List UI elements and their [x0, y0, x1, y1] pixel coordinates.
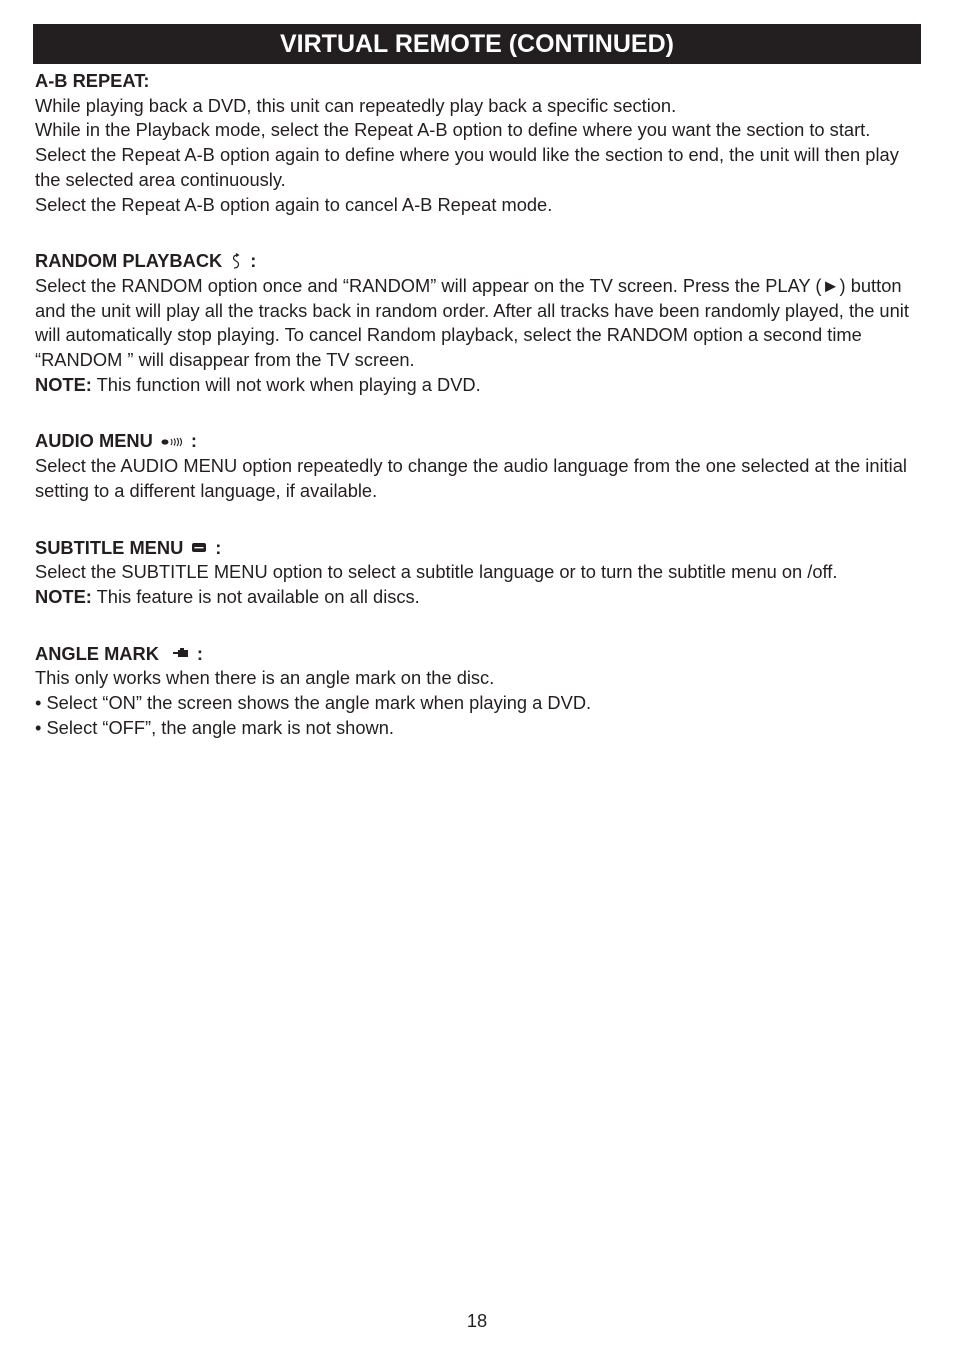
section-random-playback [35, 249, 920, 397]
random-icon [230, 253, 242, 271]
ab-repeat-heading: A-B REPEAT: [35, 70, 150, 91]
note-label: NOTE: [35, 373, 92, 395]
audio-icon [161, 437, 183, 447]
note-label: NOTE: [35, 585, 92, 607]
subtitle-menu-note [35, 585, 920, 610]
random-playback-body: Select the RANDOM option once and “RANDOM” will appear on the TV screen. Press the PLAY (►) button and the unit will play all the tracks back in random order. After all tracks have been randomly played, the unit will automatically stop playing. To cancel Random playback, select the RANDOM option a second time “RANDOM ” will disappear from the TV screen. [35, 274, 909, 371]
section-angle-mark [35, 642, 920, 741]
audio-menu-colon: : [190, 430, 197, 452]
subtitle-icon [191, 541, 207, 555]
section-ab-repeat [35, 69, 920, 217]
subtitle-menu-colon: : [215, 536, 222, 558]
note-text: This feature is not available on all discs. [91, 585, 420, 607]
angle-mark-line: • Select “OFF”, the angle mark is not shown. [35, 716, 394, 738]
angle-mark-colon: : [196, 642, 203, 664]
audio-menu-heading: AUDIO MENU [35, 430, 153, 452]
angle-mark-heading-row [35, 642, 920, 667]
subtitle-menu-heading: SUBTITLE MENU [35, 536, 184, 558]
angle-mark-line: • Select “ON” the screen shows the angle mark when playing a DVD. [35, 692, 592, 714]
camera-icon [173, 648, 189, 660]
section-audio-menu [35, 429, 920, 503]
ab-repeat-line: Select the Repeat A-B option again to cancel A-B Repeat mode. [35, 193, 553, 215]
section-subtitle-menu [35, 536, 920, 610]
random-playback-heading-row [35, 249, 920, 274]
subtitle-menu-heading-row [35, 536, 920, 561]
audio-menu-body: Select the AUDIO MENU option repeatedly to change the audio language from the one selected at the initial setting to a different language, if available. [35, 455, 907, 501]
random-playback-note [35, 373, 920, 398]
random-playback-colon: : [250, 250, 257, 272]
ab-repeat-line: While in the Playback mode, select the Repeat A-B option to define where you want the section to start. Select the Repeat A-B option again to define where you would like the section to end, the unit will then play the selected area continuously. [35, 119, 899, 190]
subtitle-menu-body: Select the SUBTITLE MENU option to select a subtitle language or to turn the subtitle menu on /off. [35, 561, 838, 583]
audio-menu-heading-row [35, 429, 920, 454]
random-playback-heading: RANDOM PLAYBACK [35, 250, 223, 272]
angle-mark-line: This only works when there is an angle mark on the disc. [35, 667, 495, 689]
page-title: VIRTUAL REMOTE (CONTINUED) [33, 24, 921, 64]
page-number: 18 [466, 1310, 488, 1331]
ab-repeat-line: While playing back a DVD, this unit can repeatedly play back a specific section. [35, 94, 677, 116]
angle-mark-heading: ANGLE MARK [35, 642, 159, 664]
note-text: This function will not work when playing a DVD. [91, 373, 481, 395]
page-content [35, 69, 920, 772]
